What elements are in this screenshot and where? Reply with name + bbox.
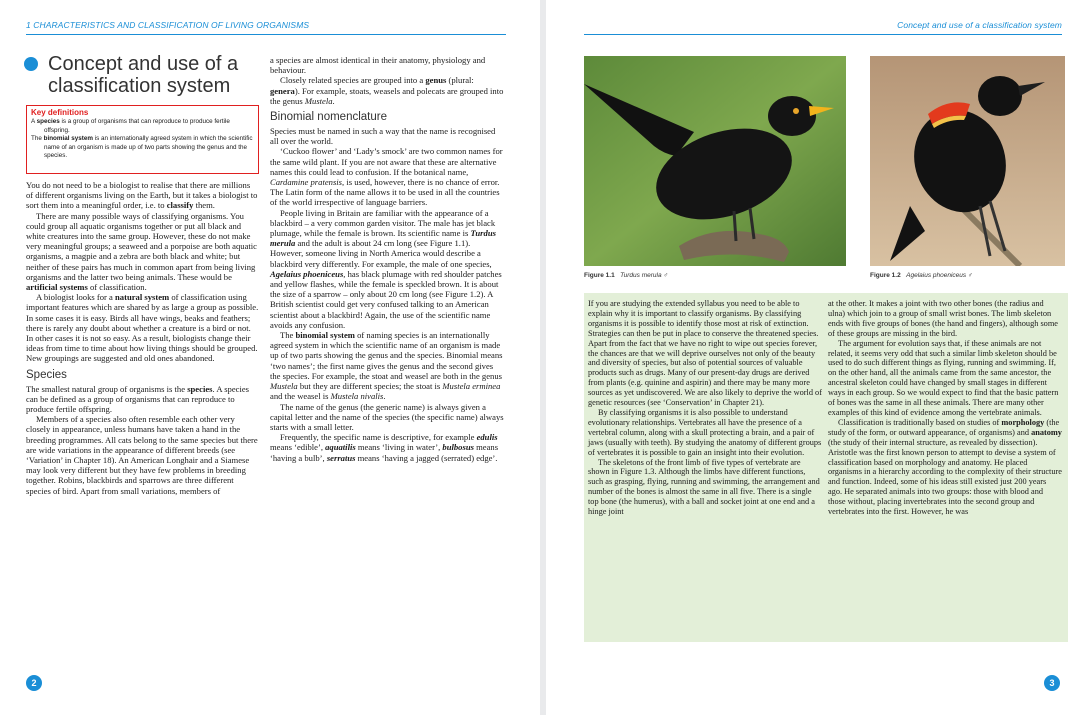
header-rule [584,34,1062,35]
paragraph: A biologist looks for a natural system of classification using important features which are shared by as large a group as possible. In some cases it is easy. Birds all have wings, beaks and feathers; there is rarely any doubt about whether a creature is a bird or not. In other cases it is not so easy. As a result, biologists change their ideas from time to time about how living things should be grouped. New groupings are suggested and old ones abandoned. [26,292,259,364]
running-head-right: Concept and use of a classification system [897,20,1062,30]
extended-column-1 [588,299,822,517]
blackbird-photo [584,56,846,266]
paragraph: The name of the genus (the generic name) is always given a capital letter and the name of the species (the specific name) always starts with a small letter. [270,401,504,432]
paragraph: a species are almost identical in their anatomy, physiology and behaviour. [270,55,486,76]
paragraph: at the other. It makes a joint with two other bones (the radius and ulna) which join to a group of small wrist bones. The limb skeleton ends with five groups of bones (the hand and fingers), although some of these groups are missing in the bird. [828,299,1058,338]
bullet-icon [24,57,38,71]
paragraph: Members of a species also often resemble each other very closely in appearance, unless humans have taken a hand in the breeding programmes. All cats belong to the same species but there are wide variations in the appearance of different breeds (see ‘Variation’ in Chapter 18). An American Longhair and a Siamese may look very different but they have few problems in breeding together. Robins, blackbirds and sparrows are three different species of bird. Apart from small variations, members of [26,414,258,496]
binomial-heading: Binomial nomenclature [270,111,387,124]
paragraph: Frequently, the specific name is descriptive, for example edulis means ‘edible’, aquatilis means ‘living in water’, bulbosus means ‘having a bulb’, serratus means ‘having a jagged (serrated) edge’. [270,432,499,463]
figure-1-1-caption: Figure 1.1 Turdus merula ♂ [584,272,669,279]
paragraph: The skeletons of the front limb of five types of vertebrate are shown in Figure 1.3. Although the limbs have different functions, such as grasping, flying, running and swimming, the arrangement and number of the bones is almost the same in all five. There is a single top bone (the humerus), with a ball and socket joint at one end and a hinge joint [588,457,820,517]
definition-species: A species is a group of organisms that can reproduce to produce fertile offspring. [31,118,230,134]
paragraph: People living in Britain are familiar with the appearance of a blackbird – a very common garden visitor. The male has jet black plumage, while the female is brown. Its scientific name is Turdus merula and the adult is about 24 cm long (see Figure 1.1). However, someone living in North America would describe a blackbird very differently. For example, the male of one species, Agelaius phoeniceus, has black plumage with red shoulder patches and yellow flashes, while the female is speckled brown. It is about the size of a sparrow – only about 20 cm long (see Figure 1.2). A British scientist could get very confused talking to an American scientist about a blackbird! Again, the use of the scientific name avoids any confusion. [270,207,502,330]
paragraph: Classification is traditionally based on studies of morphology (the study of the form, or outward appearance, of organisms) and anatomy (the study of their internal structure, as revealed by dissection). Aristotle was the first known person to attempt to devise a system of classification based on morphology and anatomy. He placed organisms in a hierarchy according to the complexity of their structure and function. Indeed, some of his ideas still existed just 200 years ago. He separated animals into two groups: those with blood and those without, placing invertebrates into the second group and vertebrates into the first. However, he was [828,417,1062,517]
page-title: Concept and use of a classification system [48,53,239,97]
extended-column-2 [828,299,1062,517]
key-definitions-heading: Key definitions [31,108,89,117]
figure-1-2-caption: Figure 1.2 Agelaius phoeniceus ♂ [870,272,973,279]
paragraph: The smallest natural group of organisms is the species. A species can be defined as a group of organisms that can reproduce to produce fertile offspring. [26,383,250,415]
paragraph: Closely related species are grouped into a genus (plural: genera). For example, stoats, weasels and polecats are grouped into the genus Mustela. [270,75,504,106]
paragraph: There are many possible ways of classifying organisms. You could group all aquatic organisms together or put all black and white creatures into the same group. However, these do not make very meaningful groups; a seaweed and a porpoise are both aquatic organisms, a magpie and a zebra are both black and white; but neither of these pairs has much in common apart from being living organisms and the latter two being animals. These would be artificial systems of classification. [26,210,257,293]
right-page [546,0,1080,715]
paragraph: The argument for evolution says that, if these animals are not related, it seems very odd that such a similar limb skeleton should be used to do such different things as flying, running and swimming. If, on the other hand, all the animals came from the same ancestor, the ancestral skeleton could have changed by small stages in different ways in each group. So we would expect to find that the basic pattern of bones was the same in all these animals. There are many other examples of this kind of evidence among the vertebrate animals. [828,338,1059,417]
paragraph: The binomial system of naming species is an internationally agreed system in which the scientific name of an organism is made up of two parts showing the genus and the species. Binomial means ‘two names’; the first name gives the genus and the second gives the species. For example, the stoat and weasel are both in the genus Mustela but they are different species; the stoat is Mustela erminea and the weasel is Mustela nivalis. [270,330,503,402]
page-number-right: 3 [1044,675,1060,691]
key-definitions-box [26,105,259,174]
definition-binomial: The binomial system is an internationally agreed system in which the scientific name of an organism is made up of two parts showing the genus and the species. [31,135,253,160]
header-rule [26,34,506,35]
running-head-left: 1 CHARACTERISTICS AND CLASSIFICATION OF LIVING ORGANISMS [26,20,310,30]
red-winged-blackbird-photo [870,56,1065,266]
paragraph: By classifying organisms it is also possible to understand evolutionary relationships. Vertebrates all have the presence of a vertebral column, along with a skull protecting a brain, and a pair of jaws (usually with teeth). By studying the anatomy of different groups of vertebrates it is possible to gain an insight into their evolution. [588,407,822,457]
left-column-1 [26,180,259,496]
left-column-2 [270,55,505,463]
paragraph: You do not need to be a biologist to realise that there are millions of different organisms living on the Earth, but it takes a biologist to sort them into a meaningful order, i.e. to classify them. [26,180,258,211]
species-heading: Species [26,368,67,381]
paragraph: If you are studying the extended syllabus you need to be able to explain why it is important to classify organisms. By classifying organisms it is possible to identify those most at risk of extinction. Strategies can then be put in place to conserve the threatened species. Apart from the fact that we have no right to wipe out species forever, the chances are that we will deprive ourselves not only of the beauty and diversity of species, but also of potential sources of valuable products such as drugs. Many of our present-day drugs are derived from plants (e.g. quinine and aspirin) and there may be many more sources as yet undiscovered. We are also likely to deprive the world of genetic resources (see ‘Conservation’ in Chapter 21). [588,299,822,408]
page-number-left: 2 [26,675,42,691]
extended-syllabus-panel [584,293,1068,642]
paragraph: ‘Cuckoo flower’ and ‘Lady’s smock’ are two common names for the same wild plant. If you are not aware that these are alternative names this could lead to confusion. If the botanical name, Cardamine pratensis, is used, however, there is no chance of error. The Latin form of the name allows it to be used in all the countries of the world irrespective of language barriers. [270,146,503,208]
paragraph: Species must be named in such a way that the name is recognised all over the world. [270,126,496,147]
